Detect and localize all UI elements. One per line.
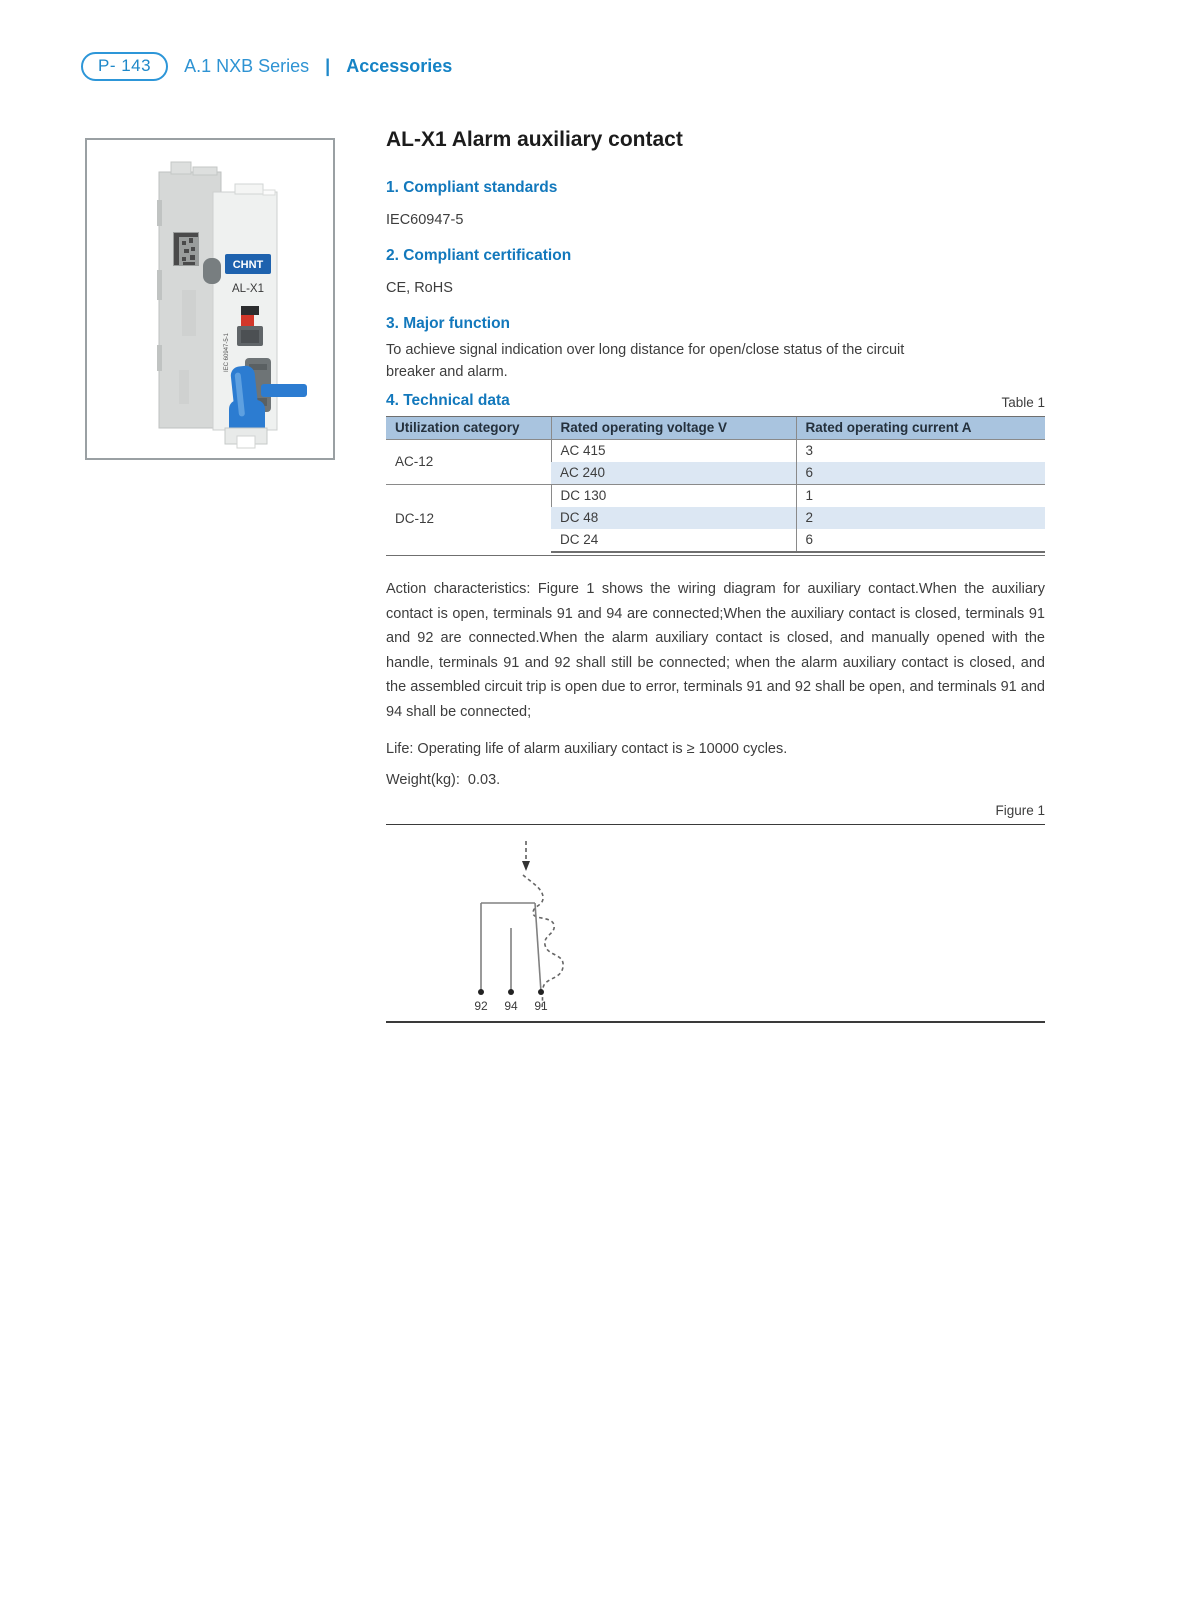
- compliant-certification-body: CE, RoHS: [386, 280, 453, 296]
- category-cell: AC-12: [386, 440, 551, 485]
- terminal-label-94: 94: [504, 999, 518, 1013]
- action-characteristics-paragraph: Action characteristics: Figure 1 shows the wiring diagram for auxiliary contact.When the auxiliary contact is open, terminals 91 and 94 are connected;When the auxiliary contact is closed, terminals 91 and 92 are connected.When the alarm auxiliary contact is closed, and manually opened with the handle, terminals 91 and 92 shall still be connected; when the alarm auxiliary contact is closed, and the assembled circuit trip is open due to error, terminals 91 and 92 shall be open, and terminals 91 and 94 shall be connected;: [386, 581, 1045, 720]
- weight-note: Weight(kg): 0.03.: [386, 772, 501, 788]
- life-note: Life: Operating life of alarm auxiliary contact is ≥ 10000 cycles.: [386, 741, 788, 757]
- major-function-line1: To achieve signal indication over long distance for open/close status of the circuit: [386, 342, 905, 358]
- brand-logo-text: CHNT: [232, 259, 264, 271]
- section-label: Accessories: [346, 56, 453, 76]
- page-number-badge: P- 143: [81, 52, 168, 81]
- column-header-utilization-category: Utilization category: [386, 417, 551, 440]
- current-cell: 2: [796, 507, 1045, 529]
- table-header-row: [386, 417, 1045, 440]
- table-number-label: Table 1: [1001, 395, 1045, 410]
- major-function-body: [386, 339, 1045, 383]
- table-bottom-rule: [386, 553, 1045, 556]
- standard-marking-label: IEC 60947-5-1: [224, 332, 230, 372]
- heading-compliant-standards: 1. Compliant standards: [386, 179, 558, 196]
- figure-number-label: Figure 1: [995, 803, 1045, 818]
- terminal-dot-94: [508, 989, 514, 995]
- compliant-standards-body: IEC60947-5: [386, 212, 464, 228]
- actuation-arrow: [522, 861, 530, 871]
- terminal-label-91: 91: [534, 999, 548, 1013]
- voltage-cell: AC 240: [551, 462, 796, 485]
- section-bottom-rule: [386, 1021, 1045, 1023]
- terminal-label-92: 92: [474, 999, 488, 1013]
- major-function-line2: breaker and alarm.: [386, 364, 508, 380]
- current-cell: 3: [796, 440, 1045, 463]
- column-header-rated-voltage: Rated operating voltage V: [551, 417, 796, 440]
- product-photo: [87, 140, 333, 458]
- product-image-frame: [85, 138, 335, 460]
- header-separator: |: [325, 56, 331, 76]
- heading-major-function: 3. Major function: [386, 315, 510, 332]
- model-label: AL-X1: [232, 283, 264, 295]
- page-title: AL-X1 Alarm auxiliary contact: [386, 128, 683, 151]
- technical-data-table: [386, 416, 1045, 553]
- page-header: [81, 52, 452, 81]
- datamatrix-code: [173, 232, 199, 266]
- brand-logo: [225, 254, 271, 274]
- current-cell: 6: [796, 462, 1045, 485]
- voltage-cell: AC 415: [551, 440, 796, 463]
- content-column: [386, 128, 1045, 1023]
- category-cell: DC-12: [386, 485, 551, 553]
- terminal-dot-91: [538, 989, 544, 995]
- terminal-dot-92: [478, 989, 484, 995]
- current-cell: 6: [796, 529, 1045, 552]
- current-cell: 1: [796, 485, 1045, 508]
- notes-block: [386, 577, 1045, 788]
- voltage-cell: DC 48: [551, 507, 796, 529]
- heading-technical-data: 4. Technical data: [386, 392, 510, 409]
- heading-compliant-certification: 2. Compliant certification: [386, 247, 572, 264]
- technical-data-header-row: [386, 392, 1045, 410]
- column-header-rated-current: Rated operating current A: [796, 417, 1045, 440]
- table-row: [386, 440, 1045, 463]
- voltage-cell: DC 24: [551, 529, 796, 552]
- table-row: [386, 485, 1045, 508]
- series-label: A.1 NXB Series: [184, 56, 310, 76]
- voltage-cell: DC 130: [551, 485, 796, 508]
- figure-area: [386, 825, 1045, 1021]
- wiring-diagram: [438, 833, 658, 1018]
